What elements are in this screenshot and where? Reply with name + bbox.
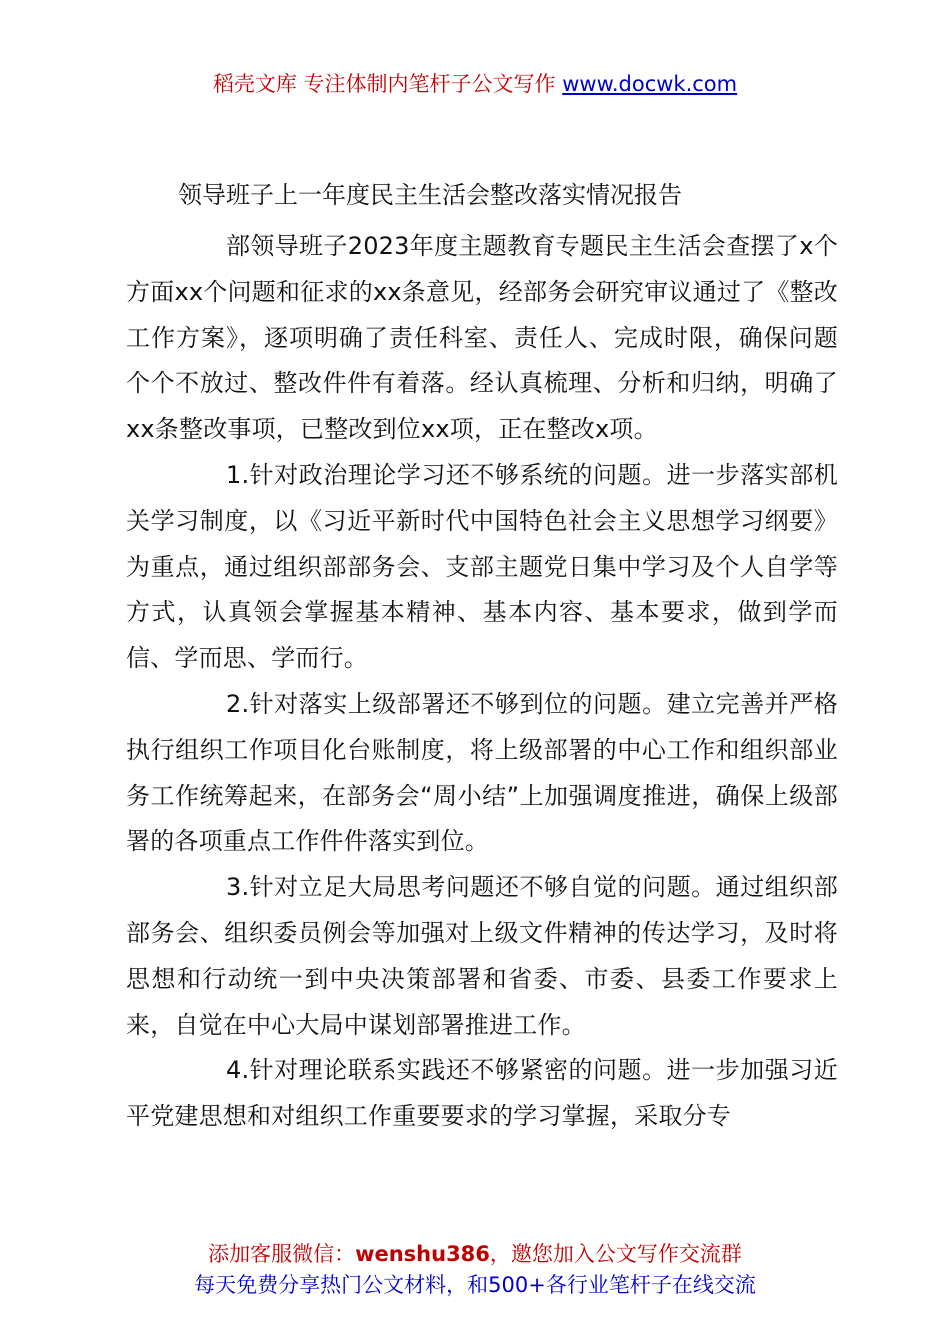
paragraph-item-4: 4.针对理论联系实践还不够紧密的问题。进一步加强习近平党建思想和对组织工作重要要求的学习掌握，采取分专 (126, 1056, 838, 1131)
page-header (0, 68, 950, 100)
header-url-link[interactable]: www.docwk.com (562, 72, 738, 96)
footer-contact-prefix: 添加客服微信： (208, 1242, 356, 1266)
paragraph-item-3: 3.针对立足大局思考问题还不够自觉的问题。通过组织部部务会、组织委员例会等加强对上级文件精神的传达学习，及时将思想和行动统一到中央决策部署和省委、市委、县委工作要求上来，自觉在中心大局中谋划部署推进工作。 (126, 873, 838, 1039)
paragraph-intro: 部领导班子2023年度主题教育专题民主生活会查摆了x个方面xx个问题和征求的xx条意见，经部务会研究审议通过了《整改工作方案》，逐项明确了责任科室、责任人、完成时限，确保问题个个不放过、整改件件有着落。经认真梳理、分析和归纳，明确了xx条整改事项，已整改到位xx项，正在整改x项。 (126, 232, 838, 444)
document-title: 领导班子上一年度民主生活会整改落实情况报告 (178, 181, 682, 209)
footer-promo-line: 每天免费分享热门公文材料，和500+各行业笔杆子在线交流 (194, 1273, 756, 1297)
footer-wechat-id: wenshu386 (355, 1242, 490, 1266)
paragraph-item-2: 2.针对落实上级部署还不够到位的问题。建立完善并严格执行组织工作项目化台账制度，将上级部署的中心工作和组织部业务工作统筹起来，在部务会“周小结”上加强调度推进，确保上级部署的各项重点工作件件落实到位。 (126, 689, 838, 856)
footer-contact-line (0, 1239, 950, 1270)
footer-contact-suffix: ，邀您加入公文写作交流群 (489, 1242, 742, 1266)
header-brand: 稻壳文库 专注体制内笔杆子公文写作 (212, 72, 556, 96)
document-body (126, 224, 838, 1140)
page-footer (0, 1239, 950, 1301)
paragraph-item-1: 1.针对政治理论学习还不够系统的问题。进一步落实部机关学习制度，以《习近平新时代中国特色社会主义思想学习纲要》为重点，通过组织部部务会、支部主题党日集中学习及个人自学等方式，认真领会掌握基本精神、基本内容、基本要求，做到学而信、学而思、学而行。 (126, 460, 838, 673)
